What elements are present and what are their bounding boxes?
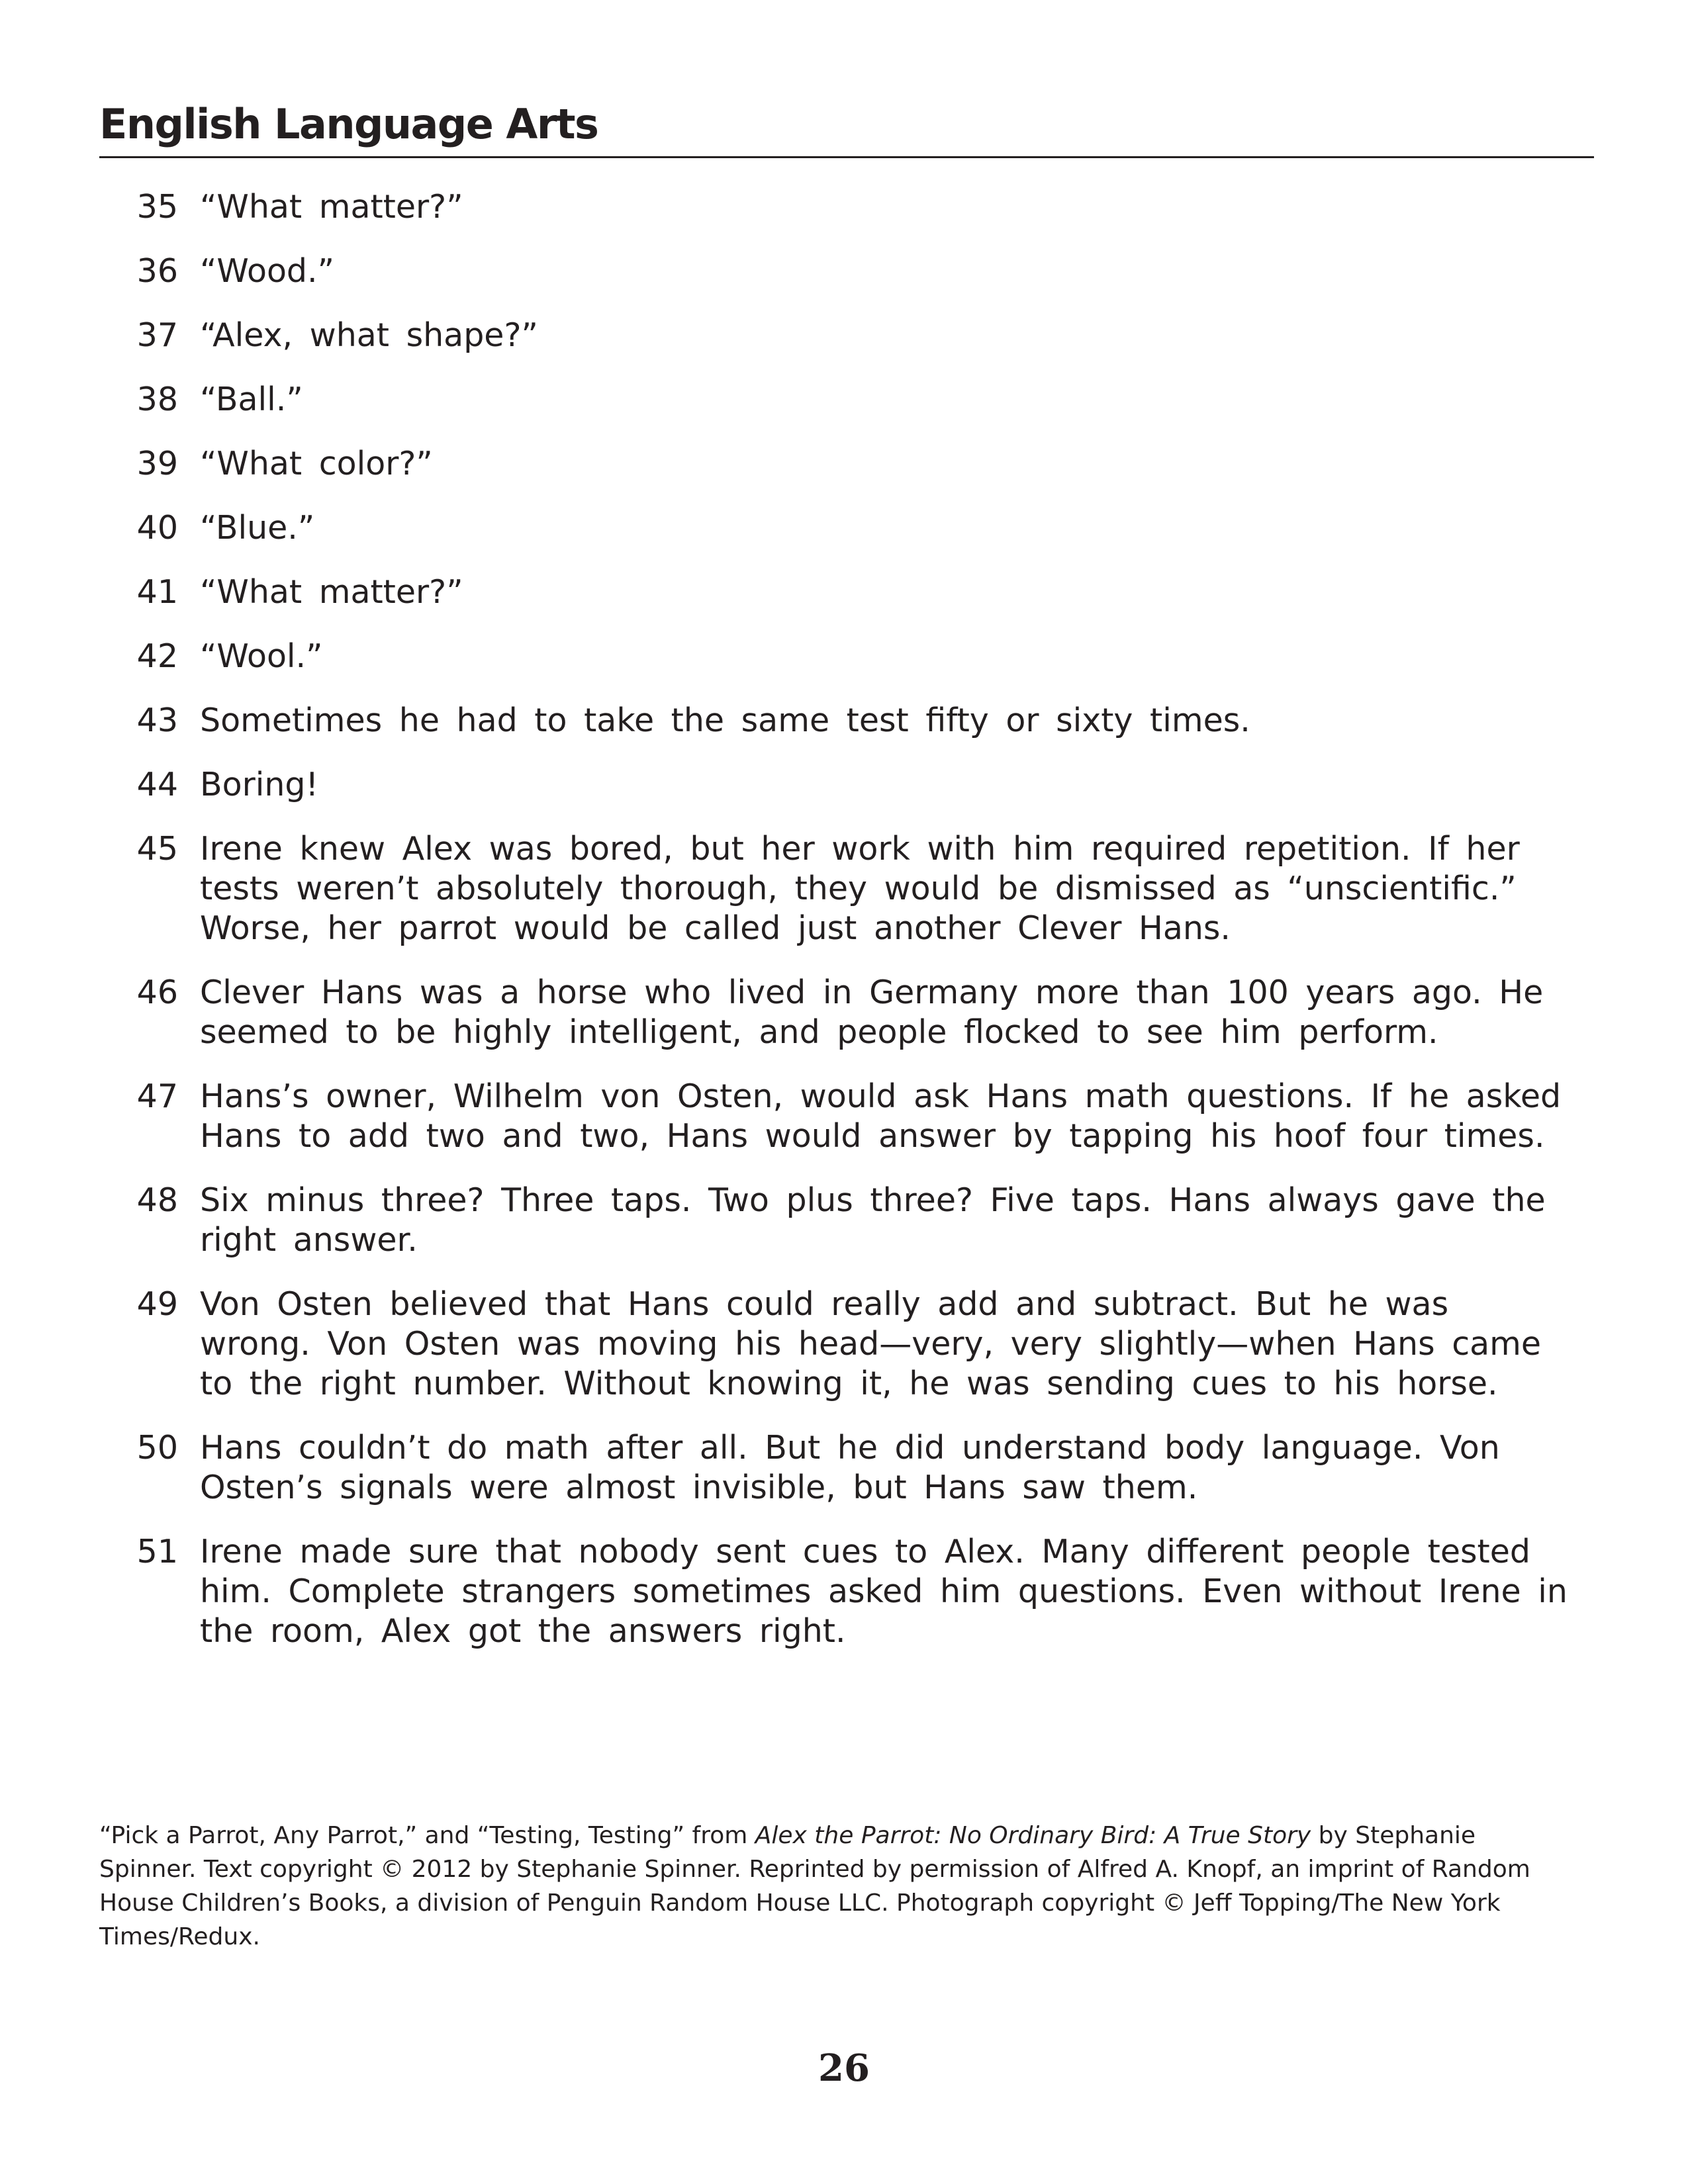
credit-book-title: Alex the Parrot: No Ordinary Bird: A True Story	[755, 1822, 1311, 1849]
paragraph-number: 43	[136, 702, 178, 739]
paragraph	[99, 508, 1594, 548]
paragraph-number: 40	[136, 509, 178, 547]
paragraph-text: Clever Hans was a horse who lived in Germany more than 100 years ago. He seemed to be highly intelligent, and people flocked to see him perform.	[200, 974, 1544, 1051]
page-number: 26	[818, 2046, 870, 2090]
paragraph-number: 38	[136, 381, 178, 418]
paragraph-text: “Wood.”	[200, 252, 334, 290]
paragraph	[99, 973, 1594, 1052]
paragraph-text: Hans’s owner, Wilhelm von Osten, would ask Hans math questions. If he asked Hans to add two and two, Hans would answer by tapping his hoof four times.	[200, 1077, 1562, 1155]
paragraph-number: 47	[136, 1077, 178, 1115]
paragraph	[99, 316, 1594, 355]
paragraph-text: Hans couldn’t do math after all. But he did understand body language. Von Osten’s signals were almost invisible, but Hans saw them.	[200, 1429, 1500, 1506]
paragraph	[99, 1532, 1594, 1651]
paragraph-text: Six minus three? Three taps. Two plus three? Five taps. Hans always gave the right answer.	[200, 1181, 1546, 1259]
paragraph-number: 41	[136, 573, 178, 611]
paragraph-text: Von Osten believed that Hans could really add and subtract. But he was wrong. Von Osten was moving his head—very, very slightly—when Hans came to the right number. Without knowing it, he was sending cues to his horse.	[200, 1285, 1542, 1402]
paragraph-text: “Blue.”	[200, 509, 315, 547]
paragraph-text: “What matter?”	[200, 573, 463, 611]
paragraph-text: Irene made sure that nobody sent cues to Alex. Many different people tested him. Complete strangers sometimes asked him questions. Even without Irene in the room, Alex got the answers right.	[200, 1533, 1568, 1650]
paragraph	[99, 829, 1594, 948]
paragraph	[99, 637, 1594, 676]
paragraph-text: Boring!	[200, 766, 319, 803]
paragraph-number: 35	[136, 188, 178, 226]
paragraph	[99, 187, 1594, 227]
paragraph-number: 37	[136, 316, 178, 354]
paragraph-text: “What color?”	[200, 445, 433, 482]
paragraph-text: “What matter?”	[200, 188, 463, 226]
paragraph	[99, 251, 1594, 291]
paragraph	[99, 444, 1594, 484]
paragraph	[99, 572, 1594, 612]
paragraph-text: “Wool.”	[200, 637, 323, 675]
paragraph-number: 46	[136, 974, 178, 1011]
credit-suffix: by Stephanie Spinner. Text copyright © 2012 by Stephanie Spinner. Reprinted by permission of Alfred A. Knopf, an imprint of Random House Children’s Books, a division of Penguin Random House LLC. Photograph copyright © Jeff Topping/The New York Times/Redux.	[99, 1822, 1530, 1950]
page-title: English Language Arts	[99, 100, 598, 148]
page-header	[99, 98, 1594, 158]
paragraph-number: 39	[136, 445, 178, 482]
paragraph	[99, 1077, 1594, 1156]
credit-prefix: “Pick a Parrot, Any Parrot,” and “Testing, Testing” from	[99, 1822, 755, 1849]
paragraph	[99, 380, 1594, 420]
paragraph-text: “Alex, what shape?”	[200, 316, 538, 354]
passage	[99, 187, 1594, 1676]
paragraph	[99, 1285, 1594, 1404]
paragraph	[99, 765, 1594, 805]
paragraph	[99, 1181, 1594, 1260]
copyright-credit	[99, 1819, 1575, 1954]
paragraph-number: 36	[136, 252, 178, 290]
paragraph-text: “Ball.”	[200, 381, 303, 418]
paragraph-number: 50	[136, 1429, 178, 1467]
paragraph-number: 51	[136, 1533, 178, 1570]
paragraph-number: 42	[136, 637, 178, 675]
paragraph	[99, 1428, 1594, 1508]
paragraph-number: 45	[136, 830, 178, 868]
paragraph-number: 49	[136, 1285, 178, 1323]
paragraph-text: Sometimes he had to take the same test fifty or sixty times.	[200, 702, 1250, 739]
paragraph-text: Irene knew Alex was bored, but her work with him required repetition. If her tests weren’t absolutely thorough, they would be dismissed as “unscientific.” Worse, her parrot would be called just another Clever Hans.	[200, 830, 1520, 947]
paragraph-number: 44	[136, 766, 178, 803]
paragraph	[99, 701, 1594, 741]
paragraph-number: 48	[136, 1181, 178, 1219]
